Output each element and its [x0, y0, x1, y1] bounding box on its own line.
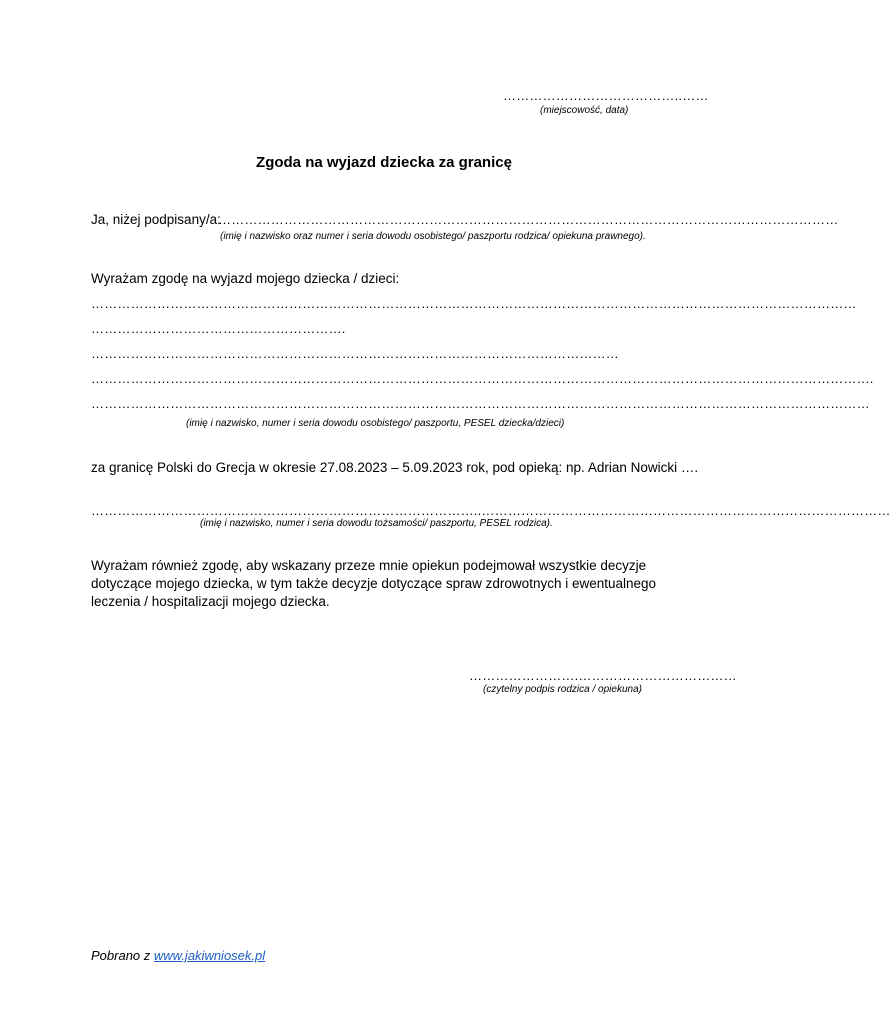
trip-text: za granicę Polski do Grecja w okresie 27.08.2023 – 5.09.2023 rok, pod opieką: np. Adrian Nowicki ….: [91, 460, 699, 475]
child-line-5: ……………………………………………………………………………………………………………………………………………………………: [91, 396, 870, 411]
footer-link[interactable]: www.jakiwniosek.pl: [153, 948, 266, 963]
child-line-3: …………………………………………………………………………………………………………: [91, 346, 619, 361]
footer-prefix: Pobrano z: [91, 948, 154, 963]
child-line-1: …………………………………………………………………………………………………………………………………………………………: [91, 296, 857, 311]
signature-caption: (czytelny podpis rodzica / opiekuna): [483, 684, 642, 695]
place-date-caption: (miejscowość, data): [540, 105, 629, 116]
children-caption: (imię i nazwisko, numer i seria dowodu osobistego/ paszportu, PESEL dziecka/dzieci): [186, 418, 565, 429]
child-line-4: …………………………………………………………………………………………………………………………………………………………….: [91, 371, 874, 386]
trip-guardian-caption: (imię i nazwisko, numer i seria dowodu tożsamości/ paszportu, PESEL rodzica).: [200, 518, 553, 529]
signature-line: …………………….………………………………: [469, 668, 737, 683]
child-line-2: ………………………………………………….: [91, 321, 346, 336]
signer-caption: (imię i nazwisko oraz numer i seria dowodu osobistego/ paszportu rodzica/ opiekuna prawnego).: [220, 231, 646, 242]
footer-source: [91, 948, 265, 963]
trip-guardian-line: ……………………………………………………………………………..…………………………………………………………………………………: [91, 503, 891, 518]
consent-paragraph: Wyrażam również zgodę, aby wskazany przeze mnie opiekun podejmował wszystkie decyzje dotyczące mojego dziecka, w tym także decyzje dotyczące spraw zdrowotnych i ewentualnego leczenia / hospitalizacji mojego dziecka.: [91, 558, 657, 609]
signer-label: Ja, niżej podpisany/a:: [91, 212, 221, 227]
children-intro: Wyrażam zgodę na wyjazd mojego dziecka / dzieci:: [91, 271, 400, 286]
signer-line: ……………………………………………………………………………………………………………………………: [218, 212, 839, 227]
place-date-line: …………………………………..……: [503, 88, 709, 103]
document-title: Zgoda na wyjazd dziecka za granicę: [256, 154, 512, 171]
